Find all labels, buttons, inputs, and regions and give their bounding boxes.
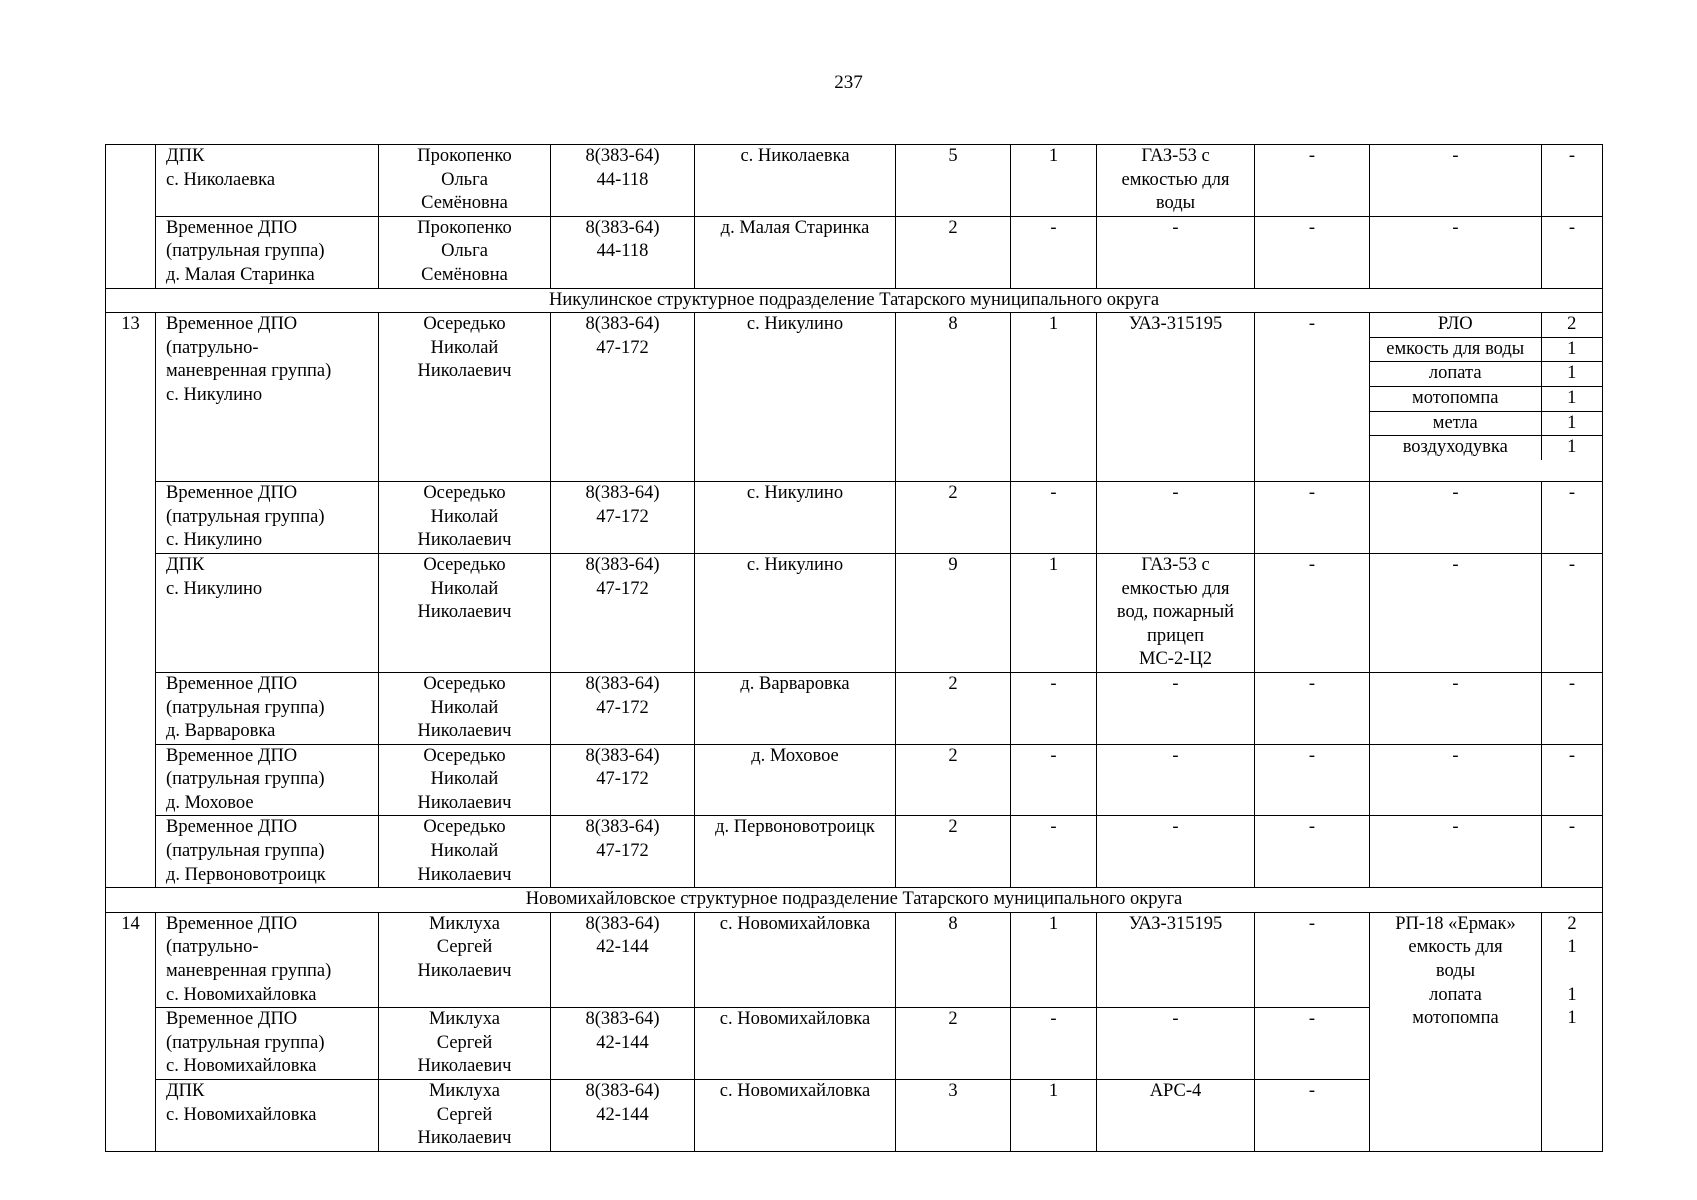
equipment-qty: 1 [1541, 436, 1602, 460]
unit-phone: 8(383-64) 47-172 [551, 744, 695, 816]
unit-people: 3 [896, 1080, 1011, 1152]
unit-head: Осередько Николай Николаевич [379, 816, 551, 888]
unit-tech-count: 1 [1011, 912, 1097, 1007]
unit-vehicle: УАЗ-315195 [1097, 313, 1255, 482]
equipment-names [1370, 912, 1542, 1151]
equipment-name: мотопомпа [1412, 1008, 1499, 1029]
unit-col11: - [1542, 672, 1603, 744]
table-row [106, 216, 1603, 288]
unit-people: 8 [896, 912, 1011, 1007]
unit-col11: - [1542, 816, 1603, 888]
unit-tech-count: - [1011, 816, 1097, 888]
unit-col9: - [1255, 482, 1370, 554]
unit-name: Временное ДПО (патрульная группа) д. Моховое [156, 744, 379, 816]
equipment-qty: 1 [1567, 1008, 1577, 1029]
unit-head: Миклуха Сергей Николаевич [379, 1008, 551, 1080]
table-row [106, 145, 1603, 217]
unit-name: Временное ДПО (патрульная группа) д. Малая Старинка [156, 216, 379, 288]
unit-name: ДПК с. Новомихайловка [156, 1080, 379, 1152]
table-row [106, 912, 1603, 1007]
equipment-list [1370, 313, 1603, 482]
table-row [106, 553, 1603, 672]
unit-head: Прокопенко Ольга Семёновна [379, 216, 551, 288]
unit-head: Осередько Николай Николаевич [379, 553, 551, 672]
unit-col11: - [1542, 216, 1603, 288]
table-row [106, 313, 1603, 482]
unit-phone: 8(383-64) 44-118 [551, 145, 695, 217]
unit-location: с. Новомихайловка [695, 912, 896, 1007]
unit-people: 2 [896, 482, 1011, 554]
unit-location: с. Николаевка [695, 145, 896, 217]
row-number: 14 [106, 912, 156, 1151]
section-row [106, 288, 1603, 313]
equipment-qty: 1 [1567, 984, 1577, 1005]
row-number: 13 [106, 313, 156, 888]
unit-people: 8 [896, 313, 1011, 482]
unit-col9: - [1255, 1080, 1370, 1152]
equipment-name: лопата [1429, 984, 1482, 1005]
unit-people: 2 [896, 744, 1011, 816]
unit-col11: - [1542, 744, 1603, 816]
unit-tech-count: - [1011, 744, 1097, 816]
unit-name: Временное ДПО (патрульная группа) с. Новомихайловка [156, 1008, 379, 1080]
equipment-name: РП-18 «Ермак» [1395, 913, 1516, 934]
equipment-name: РЛО [1370, 313, 1541, 337]
unit-col11: - [1542, 553, 1603, 672]
equipment-name: воздуходувка [1370, 436, 1541, 460]
unit-col10: - [1370, 216, 1542, 288]
unit-col10: - [1370, 744, 1542, 816]
unit-location: с. Никулино [695, 313, 896, 482]
unit-vehicle: УАЗ-315195 [1097, 912, 1255, 1007]
unit-vehicle: АРС-4 [1097, 1080, 1255, 1152]
section-title: Никулинское структурное подразделение Татарского муниципального округа [106, 288, 1603, 313]
equipment-qty: 2 [1541, 313, 1602, 337]
unit-col10: - [1370, 672, 1542, 744]
unit-vehicle: - [1097, 816, 1255, 888]
row-number [106, 145, 156, 289]
unit-location: д. Варваровка [695, 672, 896, 744]
unit-name: Временное ДПО (патрульная группа) с. Никулино [156, 482, 379, 554]
unit-head: Миклуха Сергей Николаевич [379, 1080, 551, 1152]
unit-vehicle: ГАЗ-53 с емкостью для воды [1097, 145, 1255, 217]
unit-location: с. Никулино [695, 482, 896, 554]
unit-head: Осередько Николай Николаевич [379, 313, 551, 482]
unit-phone: 8(383-64) 47-172 [551, 313, 695, 482]
unit-people: 5 [896, 145, 1011, 217]
unit-name: ДПК с. Николаевка [156, 145, 379, 217]
unit-phone: 8(383-64) 47-172 [551, 672, 695, 744]
equipment-qty: 1 [1541, 362, 1602, 387]
unit-col11: - [1542, 482, 1603, 554]
unit-name: Временное ДПО (патрульно- маневренная группа) с. Никулино [156, 313, 379, 482]
unit-people: 2 [896, 216, 1011, 288]
section-row [106, 888, 1603, 913]
page-number: 237 [834, 72, 863, 93]
fire-units-table [105, 144, 1603, 1152]
unit-vehicle: - [1097, 216, 1255, 288]
unit-phone: 8(383-64) 42-144 [551, 1008, 695, 1080]
table-row [106, 816, 1603, 888]
unit-col10: - [1370, 482, 1542, 554]
unit-col9: - [1255, 744, 1370, 816]
unit-tech-count: - [1011, 672, 1097, 744]
unit-head: Осередько Николай Николаевич [379, 744, 551, 816]
equipment-qty: 1 [1541, 337, 1602, 362]
unit-people: 9 [896, 553, 1011, 672]
unit-phone: 8(383-64) 47-172 [551, 482, 695, 554]
unit-tech-count: - [1011, 1008, 1097, 1080]
unit-location: с. Новомихайловка [695, 1080, 896, 1152]
equipment-name: емкость для воды [1370, 337, 1541, 362]
unit-head: Осередько Николай Николаевич [379, 672, 551, 744]
unit-location: с. Никулино [695, 553, 896, 672]
unit-vehicle: - [1097, 1008, 1255, 1080]
unit-location: д. Малая Старинка [695, 216, 896, 288]
unit-location: д. Моховое [695, 744, 896, 816]
section-title: Новомихайловское структурное подразделение Татарского муниципального округа [106, 888, 1603, 913]
equipment-qtys [1542, 912, 1603, 1151]
unit-col9: - [1255, 313, 1370, 482]
unit-col9: - [1255, 912, 1370, 1007]
unit-phone: 8(383-64) 47-172 [551, 553, 695, 672]
unit-head: Осередько Николай Николаевич [379, 482, 551, 554]
unit-tech-count: - [1011, 482, 1097, 554]
equipment-name: емкость для воды [1408, 937, 1503, 982]
unit-col9: - [1255, 816, 1370, 888]
table-row [106, 482, 1603, 554]
unit-people: 2 [896, 1008, 1011, 1080]
unit-col9: - [1255, 672, 1370, 744]
unit-head: Прокопенко Ольга Семёновна [379, 145, 551, 217]
unit-name: Временное ДПО (патрульная группа) д. Первоновотроицк [156, 816, 379, 888]
unit-vehicle: - [1097, 482, 1255, 554]
unit-col9: - [1255, 553, 1370, 672]
unit-vehicle: ГАЗ-53 с емкостью для вод, пожарный прицеп МС-2-Ц2 [1097, 553, 1255, 672]
equipment-qty: 2 [1567, 913, 1577, 934]
unit-tech-count: 1 [1011, 1080, 1097, 1152]
unit-phone: 8(383-64) 42-144 [551, 912, 695, 1007]
equipment-qty: 1 [1541, 411, 1602, 436]
unit-head: Миклуха Сергей Николаевич [379, 912, 551, 1007]
unit-col9: - [1255, 1008, 1370, 1080]
unit-col9: - [1255, 216, 1370, 288]
table-row [106, 672, 1603, 744]
unit-col9: - [1255, 145, 1370, 217]
unit-tech-count: - [1011, 216, 1097, 288]
unit-name: ДПК с. Никулино [156, 553, 379, 672]
unit-location: с. Новомихайловка [695, 1008, 896, 1080]
unit-name: Временное ДПО (патрульно- маневренная группа) с. Новомихайловка [156, 912, 379, 1007]
unit-col10: - [1370, 145, 1542, 217]
table-row [106, 744, 1603, 816]
unit-name: Временное ДПО (патрульная группа) д. Варваровка [156, 672, 379, 744]
unit-phone: 8(383-64) 42-144 [551, 1080, 695, 1152]
unit-people: 2 [896, 672, 1011, 744]
unit-col11: - [1542, 145, 1603, 217]
unit-tech-count: 1 [1011, 145, 1097, 217]
unit-people: 2 [896, 816, 1011, 888]
unit-tech-count: 1 [1011, 553, 1097, 672]
unit-col10: - [1370, 816, 1542, 888]
equipment-name: мотопомпа [1370, 386, 1541, 411]
unit-col10: - [1370, 553, 1542, 672]
unit-vehicle: - [1097, 744, 1255, 816]
equipment-name: лопата [1370, 362, 1541, 387]
unit-tech-count: 1 [1011, 313, 1097, 482]
unit-vehicle: - [1097, 672, 1255, 744]
equipment-qty: 1 [1567, 937, 1577, 958]
equipment-name: метла [1370, 411, 1541, 436]
unit-phone: 8(383-64) 44-118 [551, 216, 695, 288]
unit-location: д. Первоновотроицк [695, 816, 896, 888]
equipment-qty: 1 [1541, 386, 1602, 411]
unit-phone: 8(383-64) 47-172 [551, 816, 695, 888]
